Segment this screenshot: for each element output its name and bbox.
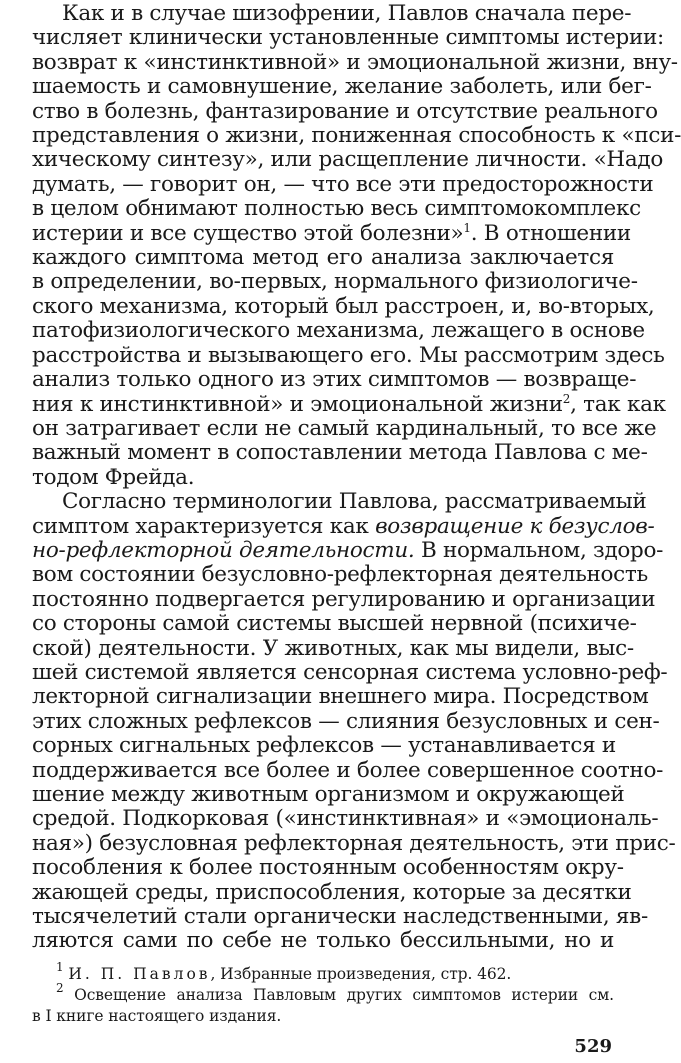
text-line: сорных сигнальных рефлексов — устанавливается и	[32, 733, 616, 759]
footnotes	[32, 960, 614, 1027]
text-line: шение между животным организмом и окружающей	[32, 782, 625, 807]
footnote-ref[interactable]: 1	[463, 220, 471, 235]
text-line: шаемость и самовнушение, желание заболеть, или бег-	[32, 74, 652, 100]
footnote-1	[32, 960, 614, 985]
text-segment: В нормальном, здоро-	[414, 537, 664, 563]
footnote-text: Освещение анализа Павловым других симптомов истерии см.	[63, 986, 614, 1004]
text-line: шей системой является сенсорная система условно-реф-	[32, 659, 668, 685]
text-line: ство в болезнь, фантазирование и отсутствие реального	[32, 98, 658, 124]
text-line: тысячелетий стали органически наследственными, яв-	[32, 904, 648, 930]
text-line: патофизиологического механизма, лежащего в основе	[32, 318, 645, 344]
text-line: тодом Фрейда.	[32, 464, 195, 490]
text-line: важный момент в сопоставлении метода Павлова с ме-	[32, 440, 648, 466]
text-segment: ния к инстинктивной» и эмоциональной жизни	[32, 391, 563, 417]
text-line: ской) деятельности. У животных, как мы видели, выс-	[32, 635, 634, 661]
text-line: жающей среды, приспособления, которые за десятки	[32, 879, 632, 905]
text-line: ляются сами по себе не только бессильными, но и	[32, 928, 614, 954]
text-line: ная») безусловная рефлекторная деятельность, эти прис-	[32, 830, 676, 856]
text-line: Согласно терминологии Павлова, рассматриваемый	[62, 489, 647, 515]
text-line: поддерживается все более и более совершенное соотно-	[32, 757, 664, 783]
text-line: расстройства и вызывающего его. Мы рассмотрим здесь	[32, 342, 665, 368]
text-line: этих сложных рефлексов — слияния безусловных и сен-	[32, 708, 660, 734]
text-segment: , так как	[570, 391, 666, 417]
footnote-author: И. П. Павлов	[68, 965, 211, 983]
text-line: средой. Подкорковая («инстинктивная» и «эмоциональ-	[32, 806, 659, 832]
footnote-text: , Избранные произведения, стр. 462.	[210, 965, 512, 983]
footnote-number: 2	[56, 981, 64, 995]
text-line	[32, 391, 666, 417]
text-line: постоянно подвергается регулированию и организации	[32, 586, 656, 612]
text-line: ского механизма, который был расстроен, и, во-вторых,	[32, 293, 655, 319]
text-line: лекторной сигнализации внешнего мира. Посредством	[32, 684, 649, 710]
footnote-2	[32, 981, 614, 1006]
text-line: хическому синтезу», или расщепление личности. «Надо	[32, 147, 663, 173]
footnote-ref[interactable]: 2	[562, 391, 571, 406]
text-line: каждого симптома метод его анализа заключается	[32, 245, 614, 271]
text-line: представления о жизни, пониженная способность к «пси-	[32, 123, 681, 149]
text-line	[32, 513, 655, 539]
text-line	[32, 537, 664, 563]
footnote-number: 1	[56, 960, 64, 974]
page-body	[32, 1, 681, 954]
text-line: думать, — говорит он, — что все эти предосторожности	[32, 171, 654, 197]
text-line: в определении, во-первых, нормального физиологиче-	[32, 269, 638, 295]
italic-text: но-рефлекторной деятельности.	[32, 537, 415, 563]
italic-text: возвращение к безуслов-	[375, 513, 655, 539]
text-line: анализ только одного из этих симптомов — возвраще-	[32, 367, 637, 393]
footnote-2-continued: в I книге настоящего издания.	[32, 1007, 282, 1025]
text-line: он затрагивает если не самый кардинальный, то все же	[32, 415, 657, 441]
text-line: вом состоянии безусловно-рефлекторная деятельность	[32, 562, 648, 588]
text-segment: симптом характеризуется как	[32, 513, 376, 539]
page-number: 529	[574, 1036, 612, 1057]
text-line: в целом обнимают полностью весь симптомокомплекс	[32, 196, 641, 222]
text-segment: . В отношении	[470, 220, 631, 246]
text-line	[32, 220, 631, 246]
text-line: Как и в случае шизофрении, Павлов сначала пере-	[62, 1, 632, 26]
text-line: пособления к более постоянным особенностям окру-	[32, 855, 624, 881]
text-line: возврат к «инстинктивной» и эмоциональной жизни, вну-	[32, 49, 678, 75]
text-line: числяет клинически установленные симптомы истерии:	[32, 25, 665, 51]
text-line: со стороны самой системы высшей нервной (психиче-	[32, 611, 637, 637]
text-segment: истерии и все существо этой болезни»	[32, 220, 464, 246]
